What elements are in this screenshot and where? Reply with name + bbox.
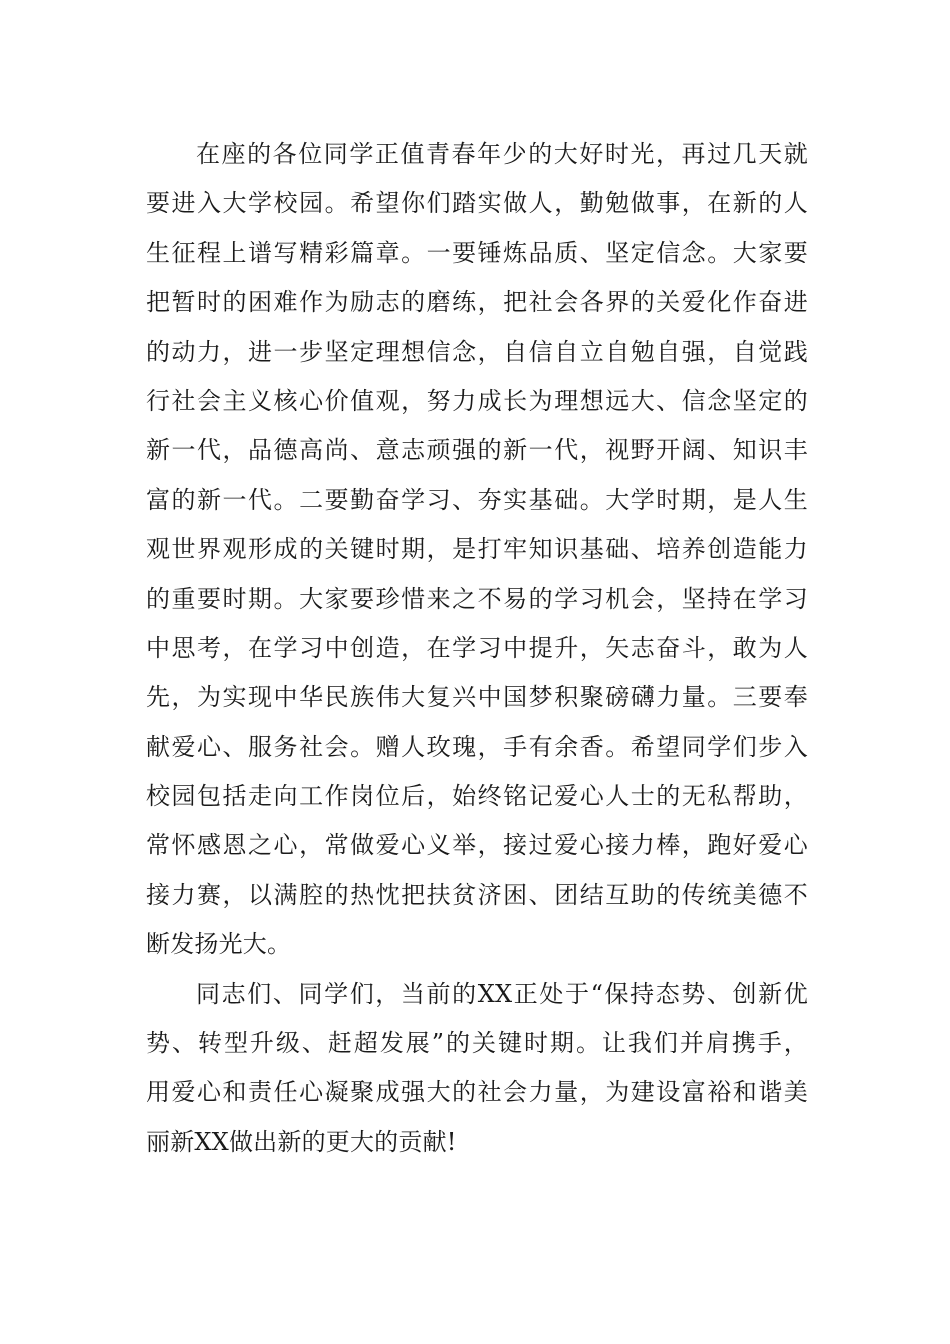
paragraph-2 bbox=[146, 970, 808, 1168]
paragraph-line: 的重要时期。大家要珍惜来之不易的学习机会，坚持在学习 bbox=[146, 584, 808, 613]
paragraph-line: 新一代，品德高尚、意志顽强的新一代，视野开阔、知识丰 bbox=[146, 436, 808, 465]
paragraph-1 bbox=[146, 130, 808, 970]
paragraph-line: 断发扬光大。 bbox=[146, 930, 292, 959]
document-body bbox=[146, 130, 808, 1167]
paragraph-line: 富的新一代。二要勤奋学习、夯实基础。大学时期，是人生 bbox=[146, 485, 808, 514]
paragraph-line: 生征程上谱写精彩篇章。一要锤炼品质、坚定信念。大家要 bbox=[146, 238, 808, 267]
paragraph-line: 同志们、同学们，当前的XX正处于“保持态势、创新优 bbox=[196, 979, 808, 1008]
paragraph-line: 献爱心、服务社会。赠人玫瑰，手有余香。希望同学们步入 bbox=[146, 732, 808, 761]
paragraph-line: 势、转型升级、赶超发展”的关键时期。让我们并肩携手， bbox=[146, 1029, 808, 1058]
paragraph-line: 行社会主义核心价值观，努力成长为理想远大、信念坚定的 bbox=[146, 386, 808, 415]
paragraph-line: 丽新XX做出新的更大的贡献! bbox=[146, 1127, 457, 1156]
paragraph-line: 用爱心和责任心凝聚成强大的社会力量，为建设富裕和谐美 bbox=[146, 1078, 808, 1107]
paragraph-line: 把暂时的困难作为励志的磨练，把社会各界的关爱化作奋进 bbox=[146, 288, 808, 317]
paragraph-line: 中思考，在学习中创造，在学习中提升，矢志奋斗，敢为人 bbox=[146, 633, 808, 662]
paragraph-line: 常怀感恩之心，常做爱心义举，接过爱心接力棒，跑好爱心 bbox=[146, 831, 808, 860]
paragraph-line: 观世界观形成的关键时期，是打牢知识基础、培养创造能力 bbox=[146, 535, 808, 564]
paragraph-line: 在座的各位同学正值青春年少的大好时光，再过几天就 bbox=[196, 140, 808, 168]
paragraph-line: 先，为实现中华民族伟大复兴中国梦积聚磅礴力量。三要奉 bbox=[146, 683, 808, 712]
paragraph-line: 的动力，进一步坚定理想信念，自信自立自勉自强，自觉践 bbox=[146, 337, 808, 366]
paragraph-line: 要进入大学校园。希望你们踏实做人，勤勉做事，在新的人 bbox=[146, 189, 808, 218]
paragraph-line: 校园包括走向工作岗位后，始终铭记爱心人士的无私帮助， bbox=[146, 782, 808, 811]
paragraph-line: 接力赛，以满腔的热忱把扶贫济困、团结互助的传统美德不 bbox=[146, 880, 808, 909]
